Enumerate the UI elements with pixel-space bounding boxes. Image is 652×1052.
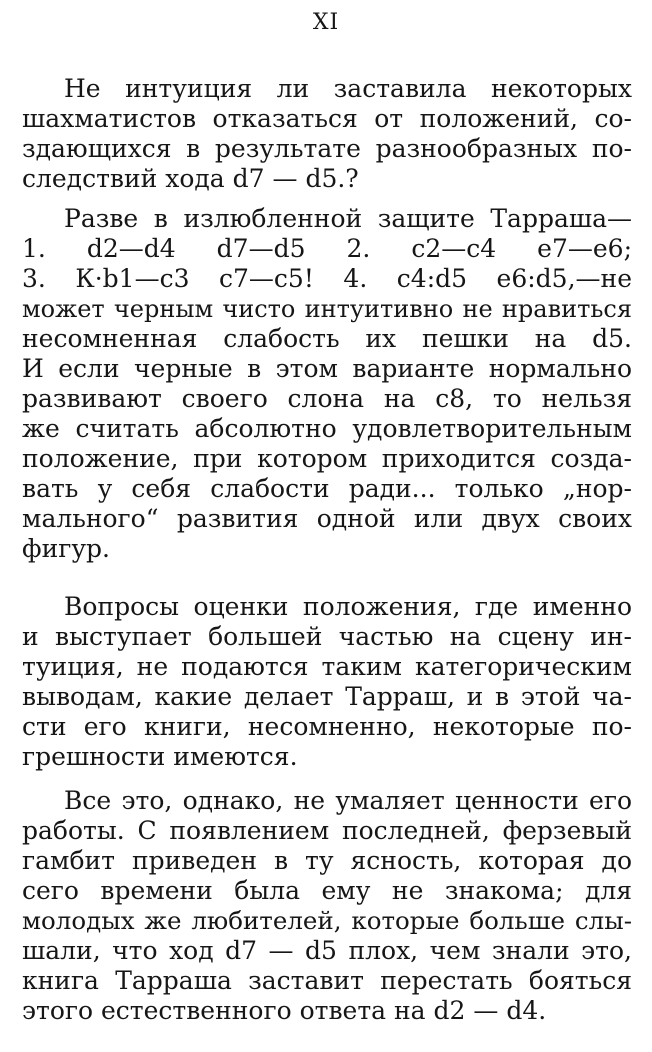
text-line: вать у себя слабости ради... только „нор- — [22, 474, 632, 503]
text-line: следствий хода d7 — d5.? — [22, 164, 359, 193]
text-line: Все это, однако, не умаляет ценности его — [64, 786, 632, 815]
text-line: 3. К·b1—c3 c7—c5! 4. c4:d5 e6:d5,—не — [22, 264, 632, 293]
text-line: молодых же любителей, которые больше слы- — [22, 906, 632, 935]
text-line: развивают своего слона на c8, то нельзя — [22, 384, 632, 413]
page-number: XI — [312, 10, 340, 35]
text-line: 1. d2—d4 d7—d5 2. c2—c4 e7—e6; — [22, 234, 632, 263]
text-line: И если черные в этом варианте нормально — [22, 354, 632, 383]
text-line: работы. С появлением последней, ферзевый — [22, 816, 632, 845]
text-line: положение, при котором приходится созда- — [22, 444, 632, 473]
text-line: этого естественного ответа на d2 — d4. — [22, 996, 547, 1025]
text-line: и выступает большей частью на сцену ин- — [22, 622, 632, 651]
text-line: же считать абсолютно удовлетворительным — [22, 414, 632, 443]
paragraph-2 — [22, 204, 632, 564]
text-line: здающихся в результате разнообразных по- — [22, 134, 632, 163]
text-line: мального“ развития одной или двух своих — [22, 504, 632, 533]
text-line: несомненная слабость их пешки на d5. — [22, 324, 632, 353]
text-line: выводам, какие делает Тарраш, и в этой ча- — [22, 682, 632, 711]
text-line: сти его книги, несомненно, некоторые по- — [22, 712, 632, 741]
text-line: фигур. — [22, 534, 110, 563]
text-line: грешности имеются. — [22, 742, 298, 771]
paragraph-1 — [22, 74, 632, 194]
text-line: Не интуиция ли заставила некоторых — [64, 74, 632, 103]
paragraph-3 — [22, 592, 632, 772]
text-line: гамбит приведен в ту ясность, которая до — [22, 846, 632, 875]
text-line: сего времени была ему не знакома; для — [22, 876, 632, 905]
text-line: Разве в излюбленной защите Тарраша— — [64, 204, 632, 233]
text-line: книга Тарраша заставит перестать бояться — [22, 966, 632, 995]
text-line: шахматистов отказаться от положений, со- — [22, 104, 632, 133]
text-line: шали, что ход d7 — d5 плох, чем знали это, — [22, 936, 632, 965]
text-line: может черным чисто интуитивно не нравиться — [22, 295, 632, 323]
text-line: туиция, не подаются таким категорическим — [22, 652, 632, 681]
paragraph-4 — [22, 786, 632, 1026]
text-line: Вопросы оценки положения, где именно — [64, 592, 632, 621]
